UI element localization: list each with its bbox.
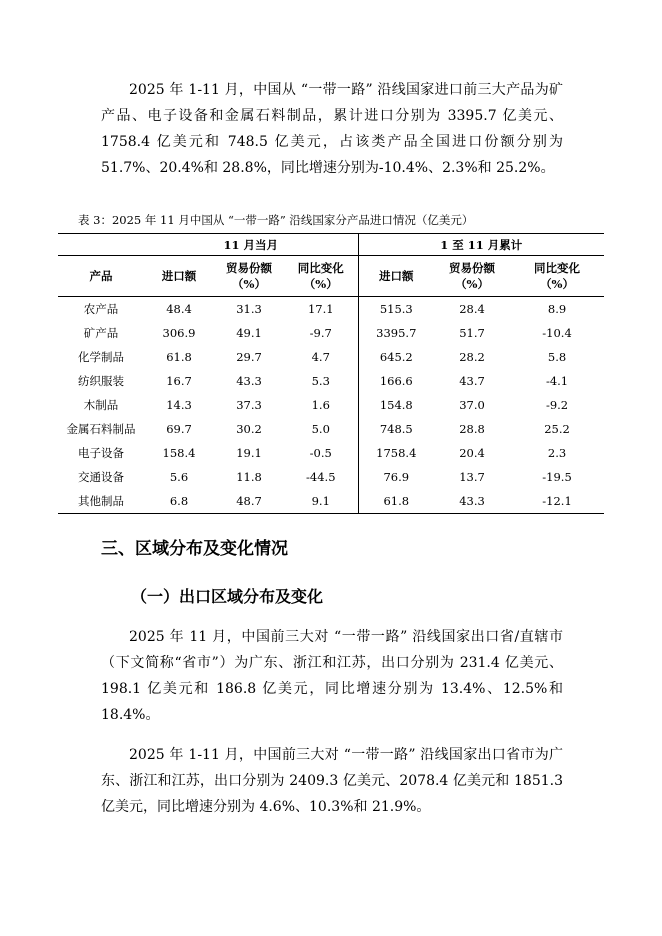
table-row — [58, 369, 604, 393]
cell-product: 其他制品 — [58, 489, 144, 514]
table-row — [58, 321, 604, 345]
cell-cum-share: 28.4 — [459, 302, 485, 316]
cell-cum-share: 20.4 — [459, 446, 485, 460]
cell-product: 化学制品 — [78, 350, 124, 364]
cell-cum-import: 1758.4 — [376, 446, 417, 460]
cell-product: 木制品 — [83, 398, 119, 412]
col-header-product: 产品 — [58, 256, 144, 297]
paragraph-import-summary: 2025 年 1-11 月，中国从 “一带一路” 沿线国家进口前三大产品为矿产品、电子设备和金属石料制品，累计进口分别为 3395.7 亿美元、1758.4 亿美元和 748.5 亿美元，占该类产品全国进口份额分别为 51.7%、20.4%和 28.8%，同比增速分别为-10.4%、2.3%和 25.2%。 — [101, 82, 563, 176]
col-header-unit: （%） — [232, 277, 266, 291]
col-header-line: 贸易份额 — [449, 261, 496, 275]
cell-month-change: -9.7 — [284, 321, 358, 345]
col-header-unit: （%） — [303, 277, 338, 291]
cell-cum-change: -9.2 — [545, 398, 569, 412]
cell-month-import: 306.9 — [162, 326, 196, 340]
section-heading: 三、区域分布及变化情况 — [101, 539, 288, 559]
cell-cum-share: 37.0 — [459, 398, 485, 412]
cell-month-change: 5.0 — [284, 417, 358, 441]
group-header-cumulative: 1 至 11 月累计 — [358, 234, 604, 256]
cell-month-import: 61.8 — [166, 350, 192, 364]
col-header-line: 同比变化 — [534, 261, 581, 275]
table-row — [58, 297, 604, 322]
paragraph-export-november: 2025 年 11 月，中国前三大对 “一带一路” 沿线国家出口省/直辖市（下文简称“省市”）为广东、浙江和江苏，出口分别为 231.4 亿美元、198.1 亿美元和 186.8 亿美元，同比增速分别为 13.4%、12.5%和 18.4%。 — [101, 629, 563, 723]
group-header-month: 11 月当月 — [144, 234, 358, 256]
subsection-heading: （一）出口区域分布及变化 — [131, 587, 324, 606]
cell-cum-share: 51.7 — [459, 326, 485, 340]
table-column-header-row — [58, 256, 604, 297]
cell-cum-import: 748.5 — [379, 422, 413, 436]
col-header-unit: （%） — [540, 277, 574, 291]
empty-corner-cell — [58, 234, 144, 256]
cell-cum-share: 43.7 — [459, 374, 485, 388]
table-row — [58, 393, 604, 417]
cell-product: 交通设备 — [78, 470, 124, 484]
import-by-product-table — [58, 233, 604, 514]
table-row — [58, 417, 604, 441]
table-row — [58, 465, 604, 489]
cell-month-import: 48.4 — [166, 302, 192, 316]
col-header-cum-import: 进口额 — [358, 256, 434, 297]
cell-month-change: 5.3 — [284, 369, 358, 393]
cell-cum-import: 645.2 — [379, 350, 413, 364]
paragraph-export-cumulative: 2025 年 1-11 月，中国前三大对 “一带一路” 沿线国家出口省市为广东、浙江和江苏，出口分别为 2409.3 亿美元、2078.4 亿美元和 1851.3 亿美元，同比增速分别为 4.6%、10.3%和 21.9%。 — [101, 747, 563, 815]
cell-month-change: -44.5 — [284, 465, 358, 489]
cell-month-change: -0.5 — [284, 441, 358, 465]
cell-month-share: 11.8 — [236, 470, 262, 484]
cell-cum-import: 3395.7 — [376, 326, 417, 340]
cell-cum-change: 8.9 — [547, 302, 567, 316]
cell-month-import: 14.3 — [166, 398, 192, 412]
cell-product: 矿产品 — [83, 326, 119, 340]
table-caption: 表 3：2025 年 11 月中国从 “一带一路” 沿线国家分产品进口情况（亿美元） — [78, 213, 474, 227]
cell-month-share: 30.2 — [236, 422, 262, 436]
cell-month-share: 48.7 — [214, 489, 284, 514]
cell-month-import: 6.8 — [144, 489, 214, 514]
cell-cum-change: -4.1 — [545, 374, 569, 388]
col-header-month-import: 进口额 — [144, 256, 214, 297]
cell-month-share: 37.3 — [236, 398, 262, 412]
cell-cum-import: 166.6 — [379, 374, 413, 388]
cell-cum-import: 76.9 — [383, 470, 410, 484]
cell-month-share: 29.7 — [236, 350, 262, 364]
cell-month-share: 49.1 — [236, 326, 262, 340]
col-header-month-change — [284, 256, 358, 297]
cell-cum-import: 61.8 — [358, 489, 434, 514]
cell-cum-change: -19.5 — [542, 470, 572, 484]
col-header-month-share — [214, 256, 284, 297]
cell-month-import: 5.6 — [169, 470, 189, 484]
cell-cum-import: 515.3 — [379, 302, 413, 316]
cell-month-share: 43.3 — [236, 374, 262, 388]
cell-cum-change: 25.2 — [544, 422, 570, 436]
col-header-cum-change — [510, 256, 604, 297]
cell-month-share: 19.1 — [236, 446, 262, 460]
cell-month-import: 16.7 — [166, 374, 192, 388]
table-group-header-row — [58, 234, 604, 256]
cell-month-change: 4.7 — [284, 345, 358, 369]
cell-cum-share: 28.8 — [459, 422, 485, 436]
col-header-line: 同比变化 — [297, 261, 344, 275]
cell-cum-share: 28.2 — [459, 350, 485, 364]
col-header-cum-share — [434, 256, 510, 297]
col-header-line: 贸易份额 — [226, 261, 272, 275]
cell-product: 电子设备 — [78, 446, 124, 460]
cell-cum-share: 13.7 — [459, 470, 485, 484]
cell-month-change: 1.6 — [284, 393, 358, 417]
cell-month-change: 9.1 — [284, 489, 358, 514]
col-header-unit: （%） — [455, 277, 489, 291]
cell-cum-change: 2.3 — [547, 446, 567, 460]
table-row — [58, 441, 604, 465]
cell-month-change: 17.1 — [284, 297, 358, 322]
cell-cum-import: 154.8 — [379, 398, 413, 412]
cell-month-share: 31.3 — [236, 302, 262, 316]
cell-month-import: 69.7 — [166, 422, 192, 436]
cell-product: 金属石料制品 — [66, 422, 136, 436]
table-row — [58, 345, 604, 369]
cell-cum-change: -10.4 — [542, 326, 572, 340]
cell-product: 农产品 — [83, 302, 119, 316]
cell-cum-change: 5.8 — [547, 350, 567, 364]
cell-cum-share: 43.3 — [434, 489, 510, 514]
cell-product: 纺织服装 — [78, 374, 124, 388]
table-row — [58, 489, 604, 514]
cell-cum-change: -12.1 — [510, 489, 604, 514]
cell-month-import: 158.4 — [162, 446, 196, 460]
